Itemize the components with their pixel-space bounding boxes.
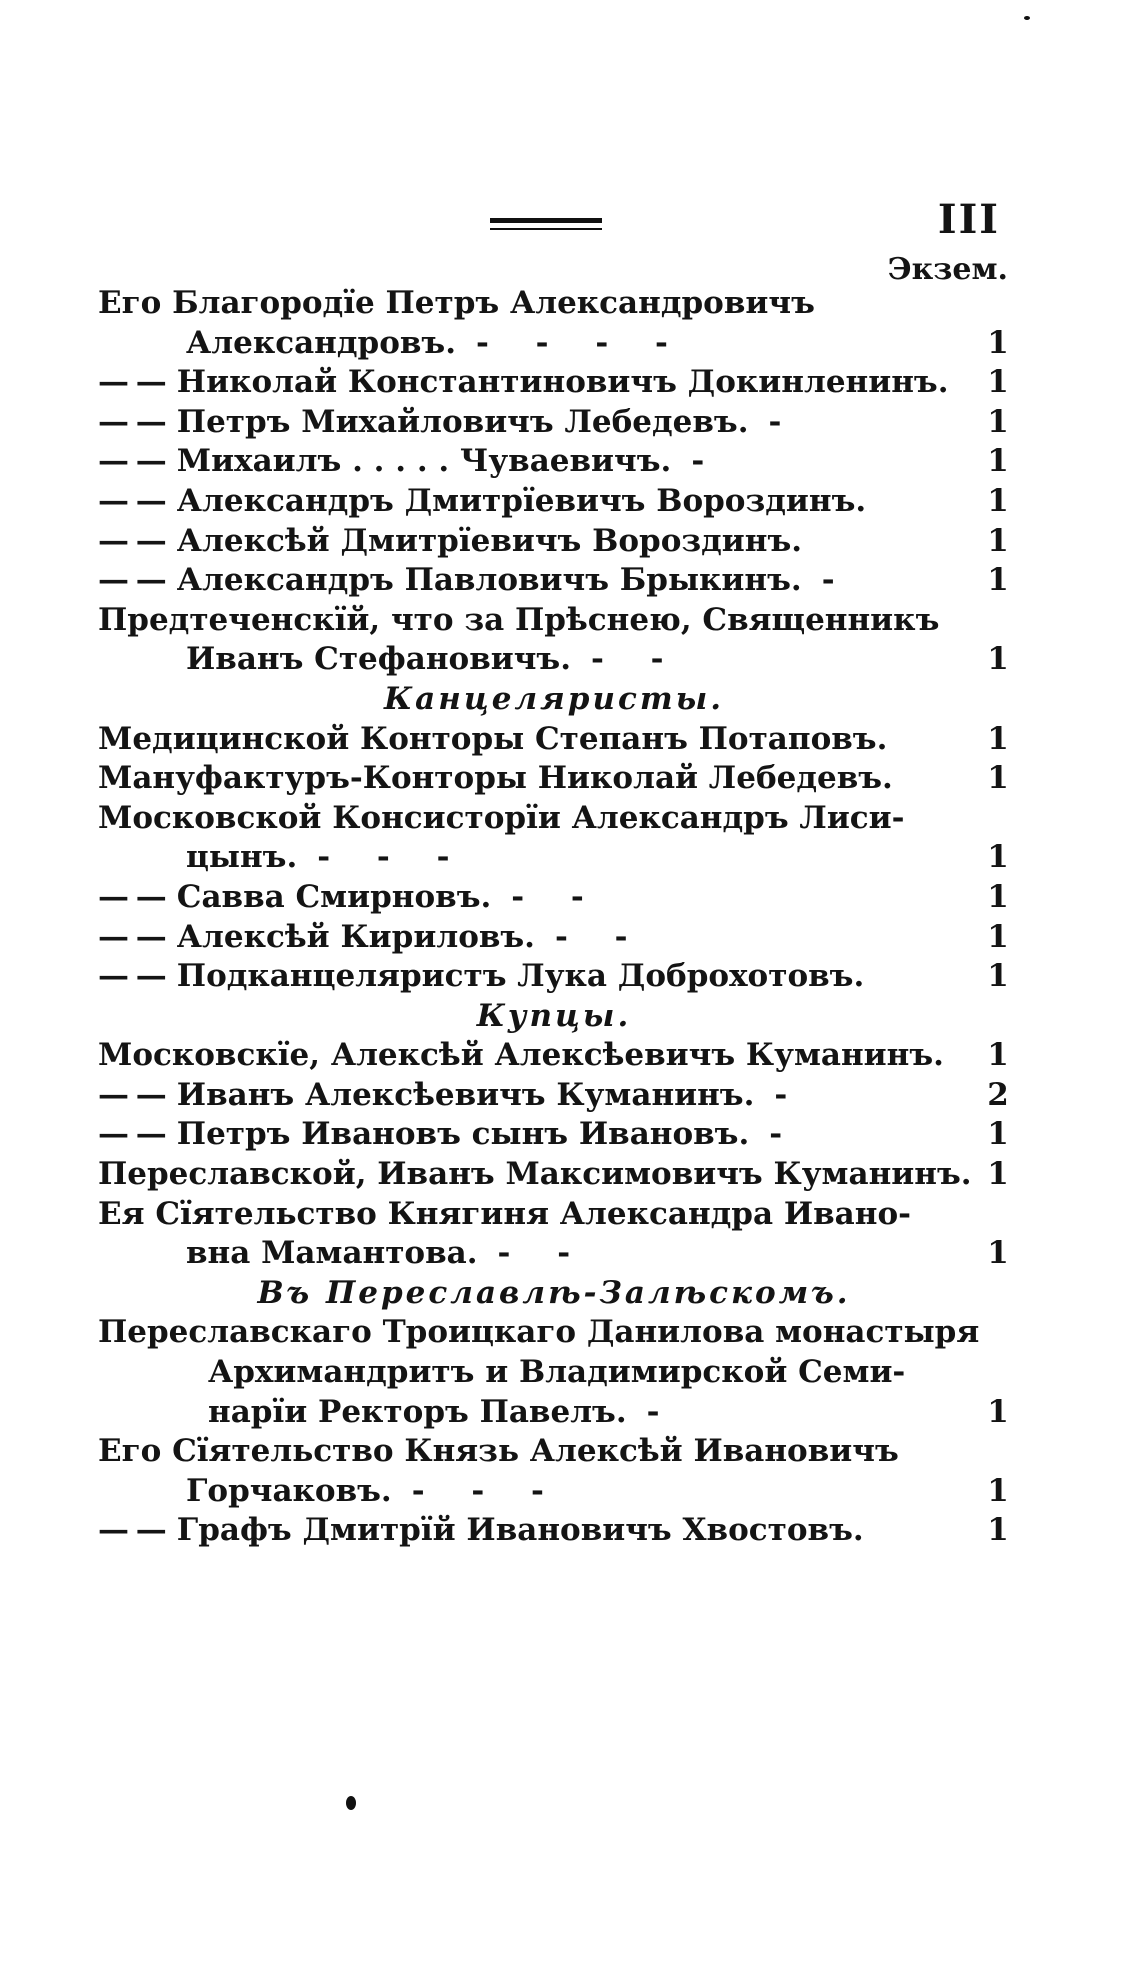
copy-count: 1 — [987, 1156, 1009, 1193]
copy-count: 1 — [987, 324, 1009, 361]
list-item — [98, 957, 1010, 997]
ditto-dash: — — — [98, 364, 165, 401]
entry-text: Медицинской Конторы Степанъ Потаповъ. — [98, 720, 888, 757]
copy-count: 1 — [987, 1512, 1009, 1549]
copy-count: 2 — [987, 1076, 1009, 1113]
leader-dashes: - — [821, 562, 853, 599]
copy-count: 1 — [987, 1472, 1009, 1509]
copy-count: 1 — [987, 1116, 1009, 1153]
list-item — [98, 720, 1010, 760]
section-title: Канцеляристы. — [383, 680, 725, 717]
list-item — [98, 1155, 1010, 1195]
entry-text-wrap — [98, 1196, 911, 1232]
list-item — [98, 522, 1010, 562]
entry-list — [98, 284, 1010, 1551]
entry-text: Предтеченскїй, что за Прѣснею, Священникъ — [98, 601, 940, 638]
list-item — [98, 1353, 1010, 1393]
section-title: Купцы. — [476, 997, 632, 1034]
entry-text: Александръ Павловичъ Брыкинъ. — [176, 562, 802, 599]
list-item — [98, 799, 1010, 839]
list-item — [98, 1432, 1010, 1472]
entry-text: Петръ Ивановъ сынъ Ивановъ. — [176, 1116, 750, 1153]
list-item — [98, 1036, 1010, 1076]
entry-text: Переславскаго Троицкаго Данилова монастыря — [98, 1314, 980, 1351]
entry-text-wrap — [98, 1116, 800, 1152]
entry-text: Графъ Дмитрїй Ивановичъ Хвостовъ. — [176, 1512, 864, 1549]
leader-dashes: - - — [497, 1235, 589, 1272]
ditto-dash: — — — [98, 443, 165, 480]
entry-text-wrap — [98, 1314, 979, 1350]
copy-count: 1 — [987, 443, 1009, 480]
leader-dashes: - — [769, 1116, 801, 1153]
entry-text-wrap — [98, 404, 799, 440]
column-heading: Экзем. — [887, 252, 1008, 287]
entry-text-wrap — [98, 1512, 864, 1548]
entry-text-wrap — [98, 483, 866, 519]
list-item — [98, 442, 1010, 482]
list-item — [98, 918, 1010, 958]
ditto-dash: — — — [98, 958, 165, 995]
entry-text-wrap — [98, 1037, 944, 1073]
list-item — [98, 601, 1010, 641]
copy-count: 1 — [987, 720, 1009, 757]
entry-text-wrap — [98, 285, 815, 321]
list-item — [98, 324, 1010, 364]
copy-count: 1 — [987, 878, 1009, 915]
list-item — [98, 1115, 1010, 1155]
entry-text: Подканцеляристъ Лука Доброхотовъ. — [176, 958, 865, 995]
ditto-dash: — — — [98, 1512, 165, 1549]
entry-text: вна Мамантова. — [186, 1235, 478, 1272]
list-item — [98, 1234, 1010, 1274]
entry-text-wrap — [98, 1433, 899, 1469]
copy-count: 1 — [987, 918, 1009, 955]
entry-text-wrap — [98, 1077, 805, 1113]
list-item — [98, 640, 1010, 680]
leader-dashes: - - - — [411, 1472, 562, 1509]
copy-count: 1 — [987, 1037, 1009, 1074]
copy-count: 1 — [987, 760, 1009, 797]
entry-text: цынъ. — [186, 839, 298, 876]
entry-text-wrap — [98, 1235, 588, 1271]
copy-count: 1 — [987, 562, 1009, 599]
list-item — [98, 759, 1010, 799]
copy-count: 1 — [987, 522, 1009, 559]
ditto-dash: — — — [98, 878, 165, 915]
copy-count: 1 — [987, 641, 1009, 678]
section-heading — [98, 680, 1010, 720]
entry-text-wrap — [98, 958, 864, 994]
list-item — [98, 1511, 1010, 1551]
entry-text: Его Благородїе Петръ Александровичъ — [98, 285, 815, 321]
copy-count: 1 — [987, 1235, 1009, 1272]
list-item — [98, 363, 1010, 403]
leader-dashes: - — [768, 403, 800, 440]
leader-dashes: - - — [591, 641, 682, 678]
entry-text: Московскїе, Алексѣй Алексѣевичъ Куманинъ. — [98, 1037, 944, 1074]
entry-text: Николай Константиновичъ Докинленинъ. — [176, 364, 949, 401]
list-item — [98, 1195, 1010, 1235]
entry-text-wrap — [98, 443, 722, 479]
entry-text: Его Сїятельство Князь Алексѣй Ивановичъ — [98, 1433, 899, 1470]
entry-text-wrap — [98, 1354, 905, 1390]
list-item — [98, 1393, 1010, 1433]
ditto-dash: — — — [98, 522, 165, 559]
copy-count: 1 — [987, 839, 1009, 876]
entry-text: Александровъ. — [186, 324, 456, 361]
entry-text: Алексѣй Дмитрїевичъ Вороздинъ. — [176, 522, 803, 559]
leader-dashes: - - — [554, 918, 646, 955]
entry-text-wrap — [98, 839, 467, 875]
list-item — [98, 284, 1010, 324]
ditto-dash: — — — [98, 918, 165, 955]
copy-count: 1 — [987, 1393, 1009, 1430]
copy-count: 1 — [987, 364, 1009, 401]
copy-count: 1 — [987, 958, 1009, 995]
ink-speck — [346, 1796, 356, 1810]
entry-text-wrap — [98, 721, 887, 757]
entry-text: Ея Сїятельство Княгиня Александра Ивано- — [98, 1195, 911, 1232]
leader-dashes: - — [691, 443, 723, 480]
list-item — [98, 403, 1010, 443]
page-number: III — [937, 196, 1000, 243]
section-title: Въ Переславлѣ-Залѣскомъ. — [257, 1274, 851, 1311]
entry-text-wrap — [98, 1473, 562, 1509]
entry-text-wrap — [98, 562, 853, 598]
entry-text-wrap — [98, 364, 949, 400]
entry-text: Горчаковъ. — [186, 1472, 392, 1509]
entry-text: Иванъ Алексѣевичъ Куманинъ. — [176, 1076, 755, 1113]
ditto-dash: — — — [98, 562, 165, 599]
section-heading — [98, 1274, 1010, 1314]
entry-text: Савва Смирновъ. — [176, 878, 492, 915]
section-heading — [98, 997, 1010, 1037]
entry-text: Алексѣй Кириловъ. — [176, 918, 535, 955]
ditto-dash: — — — [98, 1076, 165, 1113]
entry-text: Мануфактуръ-Конторы Николай Лебедевъ. — [98, 760, 893, 797]
entry-text-wrap — [98, 1156, 972, 1192]
entry-text: нарїи Ректоръ Павелъ. — [208, 1393, 627, 1430]
copy-count: 1 — [987, 403, 1009, 440]
leader-dashes: - - — [511, 878, 602, 915]
leader-dashes: - - - - — [476, 324, 686, 361]
ink-speck — [1024, 16, 1030, 20]
entry-text: Архимандритъ и Владимирской Семи- — [208, 1354, 906, 1391]
entry-text-wrap — [98, 760, 893, 796]
entry-text: Петръ Михайловичъ Лебедевъ. — [176, 403, 749, 440]
entry-text-wrap — [98, 1394, 678, 1430]
entry-text-wrap — [98, 800, 905, 836]
list-item — [98, 1313, 1010, 1353]
entry-text: Переславской, Иванъ Максимовичъ Куманинъ. — [98, 1156, 972, 1193]
list-item — [98, 878, 1010, 918]
list-item — [98, 1472, 1010, 1512]
header-rule — [490, 218, 602, 230]
leader-dashes: - — [646, 1393, 678, 1430]
entry-text: Московской Консисторїи Александръ Лиси- — [98, 799, 905, 836]
list-item — [98, 1076, 1010, 1116]
list-item — [98, 838, 1010, 878]
entry-text: Александръ Дмитрїевичъ Вороздинъ. — [176, 482, 867, 519]
entry-text-wrap — [98, 325, 686, 361]
ditto-dash: — — — [98, 482, 165, 519]
ditto-dash: — — — [98, 403, 165, 440]
list-item — [98, 561, 1010, 601]
ditto-dash: — — — [98, 1116, 165, 1153]
entry-text: Михаилъ . . . . . Чуваевичъ. — [176, 443, 672, 480]
entry-text-wrap — [98, 523, 802, 559]
list-item — [98, 482, 1010, 522]
entry-text: Иванъ Стефановичъ. — [186, 641, 571, 678]
entry-text-wrap — [98, 641, 682, 677]
entry-text-wrap — [98, 919, 646, 955]
leader-dashes: - — [774, 1076, 806, 1113]
entry-text-wrap — [98, 879, 602, 915]
copy-count: 1 — [987, 482, 1009, 519]
entry-text-wrap — [98, 602, 939, 638]
leader-dashes: - - - — [317, 839, 468, 876]
